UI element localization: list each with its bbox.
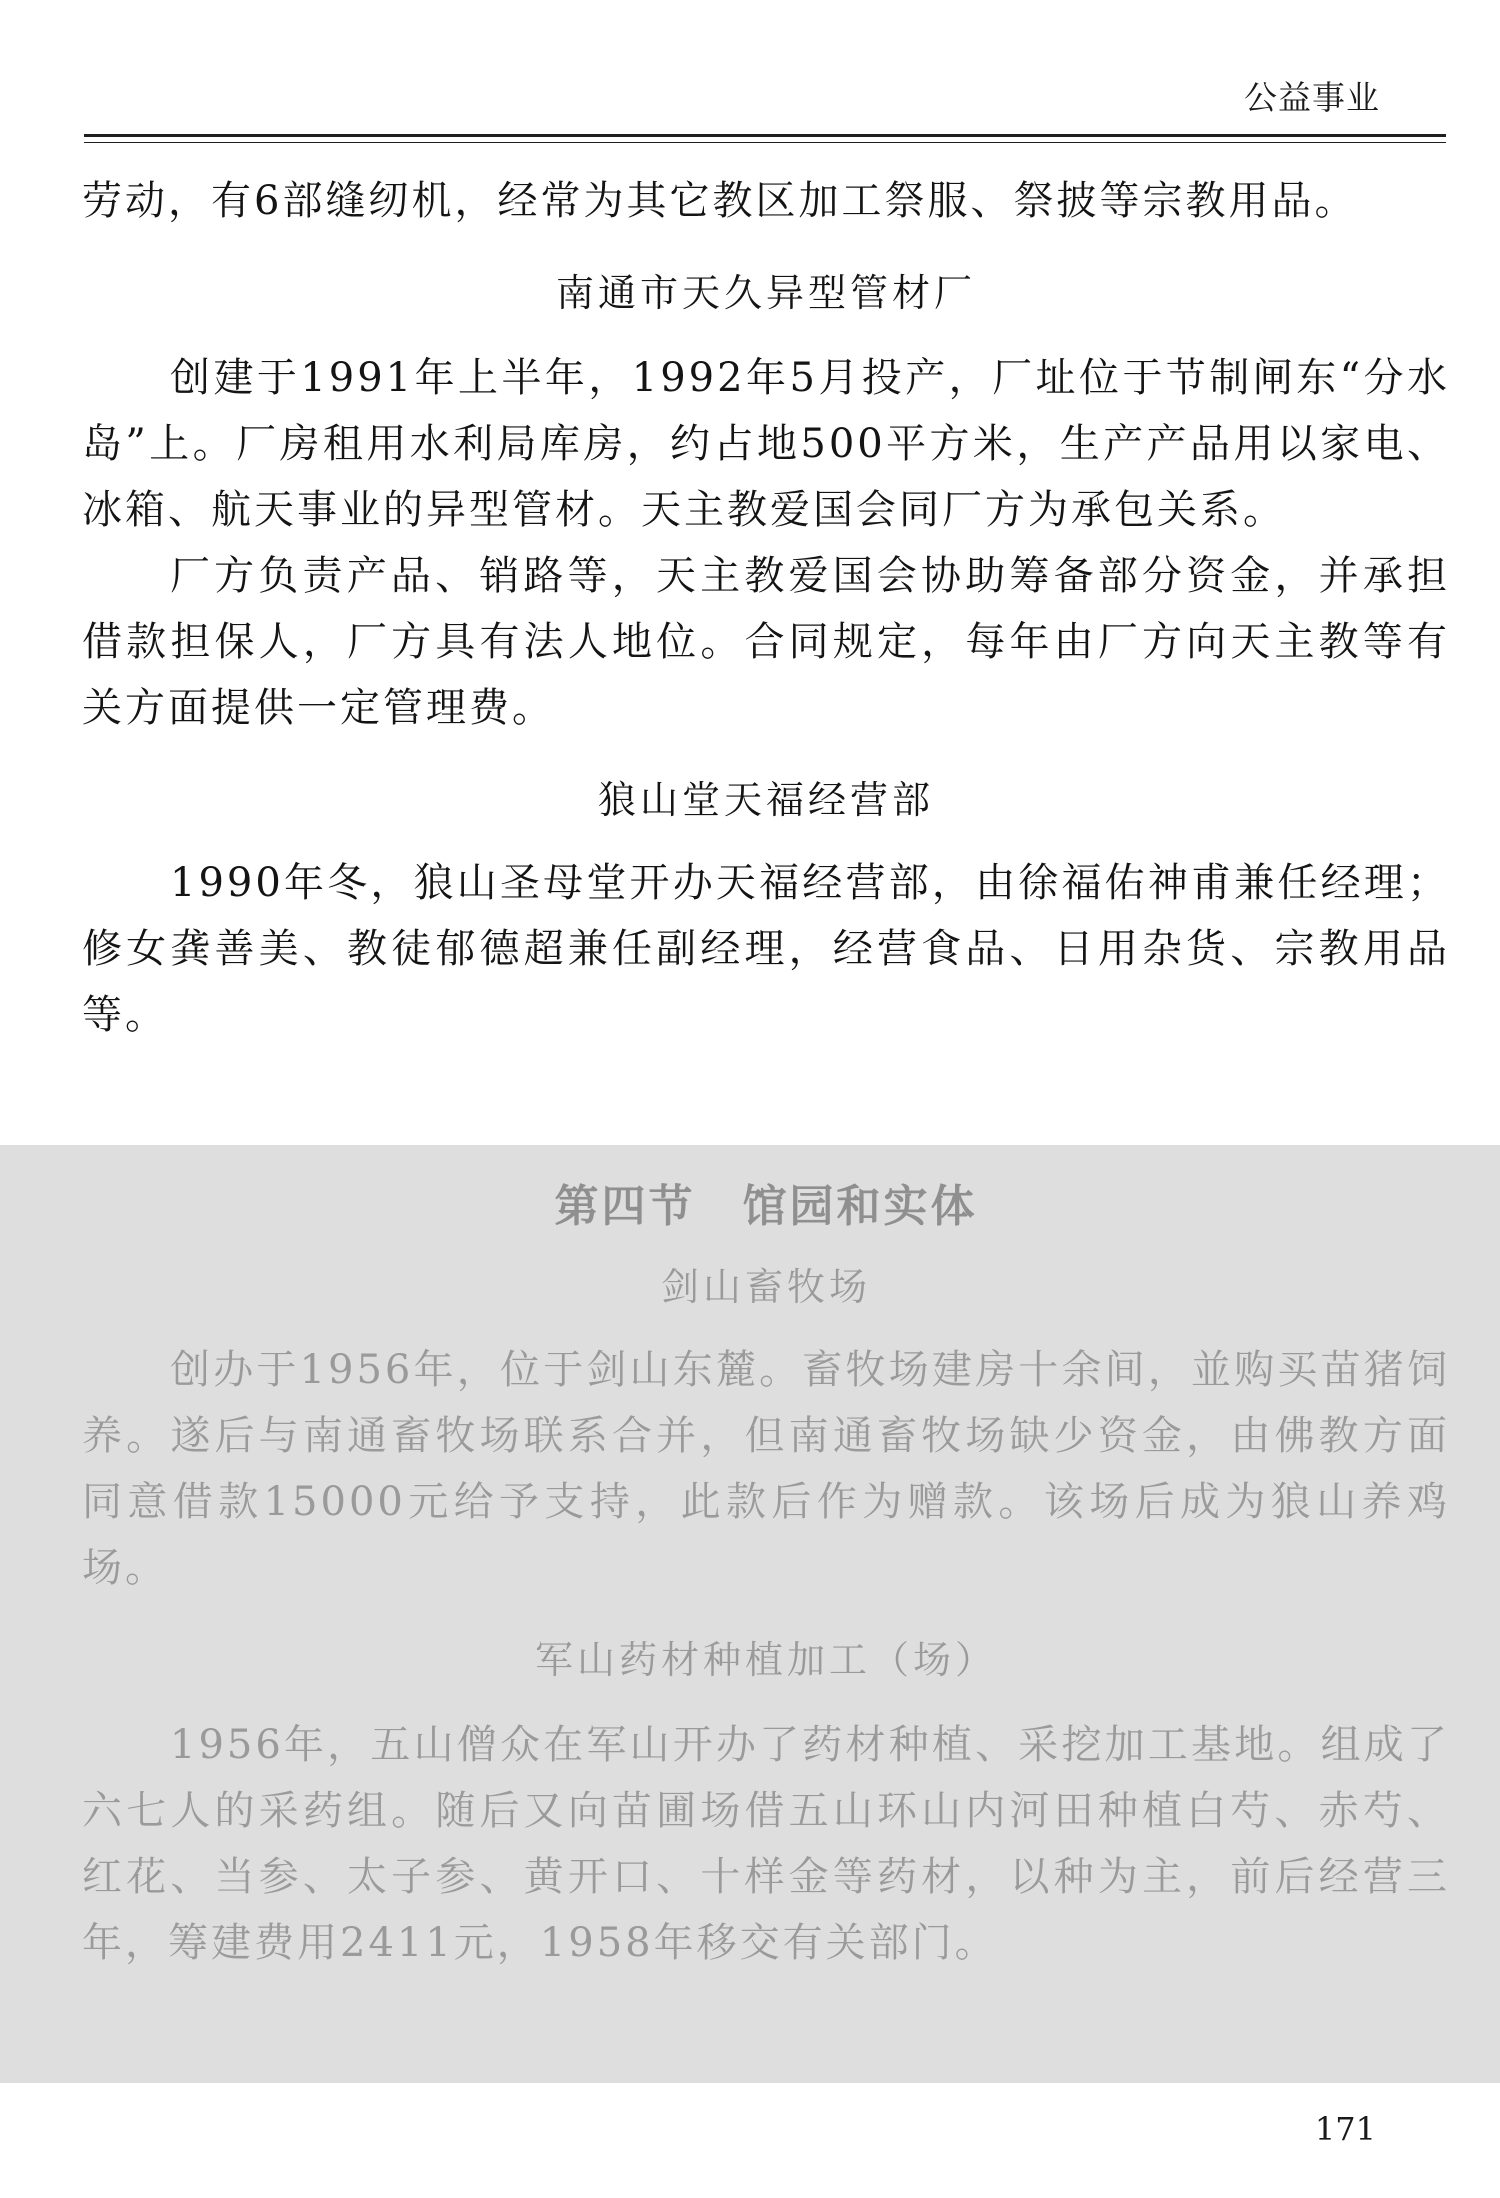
section-title: 第四节 馆园和实体	[554, 1181, 978, 1232]
faded-section	[82, 1170, 1450, 1976]
entry-heading-tianjiu: 南通市天久异型管材厂	[555, 271, 976, 315]
paragraph-tianjiu-2: 厂方负责产品、销路等，天主教爱国会协助筹备部分资金，并承担借款担保人，厂方具有法人地位。合同规定，每年由厂方向天主教等有关方面提供一定管理费。	[82, 553, 1450, 731]
running-header: 公益事业	[1244, 78, 1380, 117]
paragraph-jianshan-1: 创办于1956年，位于剑山东麓。畜牧场建房十余间，並购买苗猪饲养。遂后与南通畜牧场联系合并，但南通畜牧场缺少资金，由佛教方面同意借款15000元给予支持，此款后作为赠款。该场后成为狼山养鸡场。	[82, 1347, 1450, 1591]
entry-heading-tianfu: 狼山堂天福经营部	[597, 778, 934, 822]
header-rule	[84, 134, 1446, 137]
entry-heading-jianshan: 剑山畜牧场	[660, 1265, 871, 1309]
paragraph-junshan-1: 1956年，五山僧众在军山开办了药材种植、采挖加工基地。组成了六七人的采药组。随后又向苗圃场借五山环山内河田种植白芍、赤芍、红花、当参、太子参、黄开口、十样金等药材，以种为主，前后经营三年，筹建费用2411元，1958年移交有关部门。	[82, 1722, 1450, 1966]
paragraph-tianjiu-1: 创建于1991年上半年，1992年5月投产，厂址位于节制闸东“分水岛”上。厂房租用水利局库房，约占地500平方米，生产产品用以家电、冰箱、航天事业的异型管材。天主教爱国会同厂方为承包关系。	[82, 355, 1450, 533]
entry-heading-junshan: 军山药材种植加工（场）	[534, 1638, 997, 1682]
header-rule-thin	[84, 142, 1446, 143]
page-number: 171	[1314, 2110, 1376, 2148]
paragraph-tianfu-1: 1990年冬，狼山圣母堂开办天福经营部，由徐福佑神甫兼任经理；修女龚善美、教徒郁德超兼任副经理，经营食品、日用杂货、宗教用品等。	[82, 860, 1450, 1038]
intro-paragraph: 劳动，有6部缝纫机，经常为其它教区加工祭服、祭披等宗教用品。	[82, 178, 1358, 224]
page-body	[82, 168, 1450, 1048]
